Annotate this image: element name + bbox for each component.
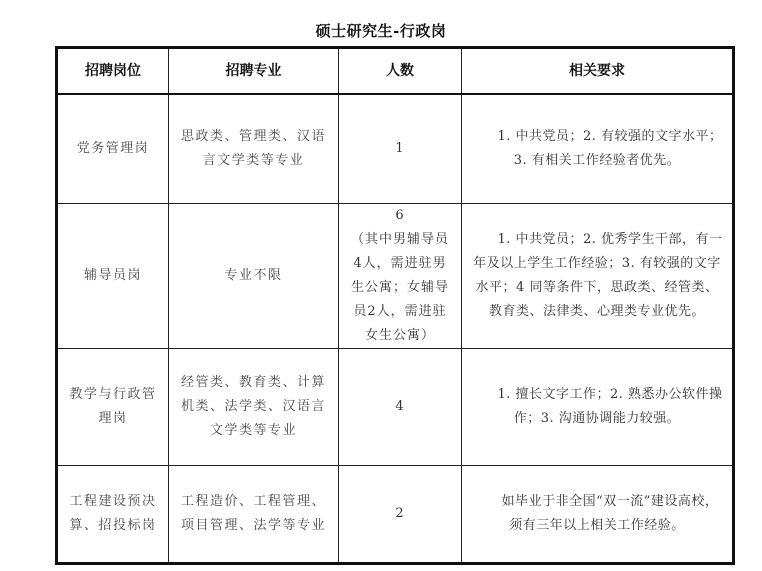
table-row — [57, 466, 734, 564]
page-title: 硕士研究生-行政岗 — [315, 22, 447, 40]
cell-count — [339, 204, 462, 349]
cell-requirements: 1. 擅长文字工作；2. 熟悉办公软件操作；3. 沟通协调能力较强。 — [462, 349, 734, 466]
table-row — [57, 349, 734, 466]
header-major: 招聘专业 — [169, 48, 339, 95]
count-value: 6 — [395, 208, 405, 223]
header-position: 招聘岗位 — [57, 48, 169, 95]
cell-position: 党务管理岗 — [57, 94, 169, 204]
table-header-row — [57, 48, 734, 95]
table-row — [57, 204, 734, 349]
recruitment-table — [55, 46, 735, 565]
cell-requirements: 1. 中共党员；2. 优秀学生干部，有一年及以上学生工作经验；3. 有较强的文字水平；4 同等条件下，思政类、经管类、教育类、法律类、心理类专业优先。 — [462, 204, 734, 349]
cell-count: 2 — [339, 466, 462, 564]
cell-major: 经管类、教育类、计算机类、法学类、汉语言文学类等专业 — [169, 349, 339, 466]
cell-requirements: 如毕业于非全国“双一流”建设高校，须有三年以上相关工作经验。 — [462, 466, 734, 564]
cell-requirements: 1. 中共党员；2. 有较强的文字水平；3. 有相关工作经验者优先。 — [462, 94, 734, 204]
cell-major: 思政类、管理类、汉语言文学类等专业 — [169, 94, 339, 204]
header-count: 人数 — [339, 48, 462, 95]
cell-count: 4 — [339, 349, 462, 466]
cell-position: 辅导员岗 — [57, 204, 169, 349]
cell-major: 专业不限 — [169, 204, 339, 349]
count-note: （其中男辅导员4人，需进驻男生公寓；女辅导员2人，需进驻女生公寓） — [350, 232, 449, 343]
cell-count: 1 — [339, 94, 462, 204]
cell-position: 教学与行政管理岗 — [57, 349, 169, 466]
table-row — [57, 94, 734, 204]
cell-major: 工程造价、工程管理、项目管理、法学等专业 — [169, 466, 339, 564]
cell-position: 工程建设预决算、招投标岗 — [57, 466, 169, 564]
header-requirements: 相关要求 — [462, 48, 734, 95]
